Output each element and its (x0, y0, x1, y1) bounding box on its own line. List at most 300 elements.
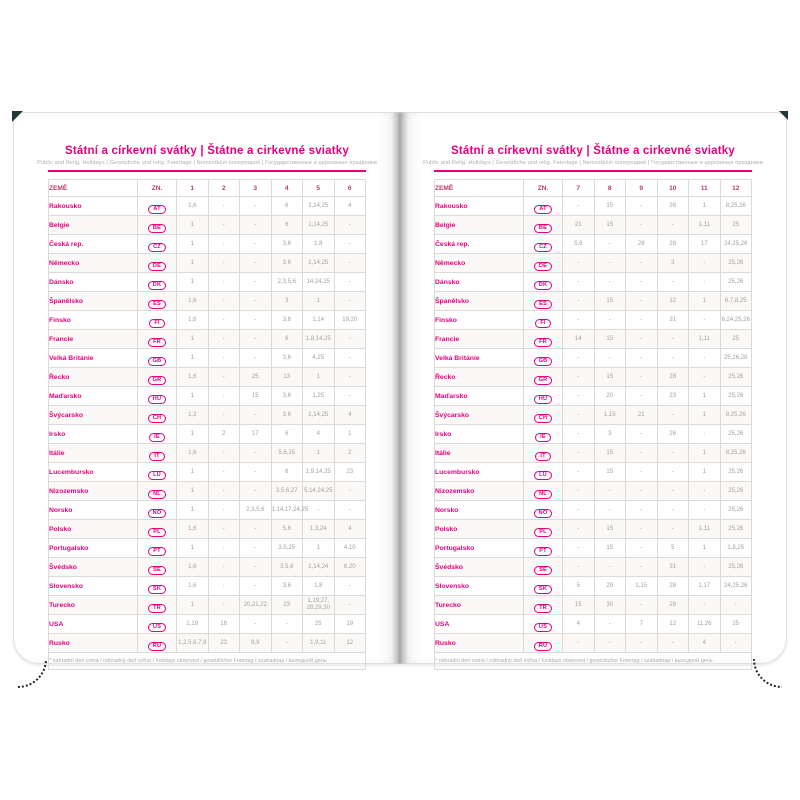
holiday-dates-cell: 3,6 (271, 406, 303, 425)
country-code-cell (138, 463, 177, 482)
table-row (49, 463, 366, 482)
table-row (49, 558, 366, 577)
country-name: USA (49, 615, 138, 634)
holiday-dates-cell: 2,3,5,6 (271, 273, 303, 292)
country-code-cell (524, 482, 563, 501)
footnote-row (435, 653, 752, 670)
holiday-dates-cell: 3 (271, 292, 303, 311)
holiday-dates-cell: - (563, 292, 595, 311)
holiday-dates-cell: 8,25,26 (720, 406, 752, 425)
country-code-cell (524, 292, 563, 311)
header-country: ZEMĚ (435, 180, 524, 197)
country-name: Portugalsko (49, 539, 138, 558)
country-code-badge: CZ (534, 243, 552, 252)
country-code-cell (524, 387, 563, 406)
country-name: Polsko (49, 520, 138, 539)
holiday-dates-cell: - (334, 349, 366, 368)
holiday-dates-cell: - (594, 558, 626, 577)
holiday-dates-cell: 1 (689, 387, 721, 406)
holiday-dates-cell: - (240, 254, 272, 273)
holiday-dates-cell: - (334, 235, 366, 254)
holiday-dates-cell: 25,26 (720, 368, 752, 387)
holiday-dates-cell: - (271, 615, 303, 634)
holiday-dates-cell: - (271, 634, 303, 653)
book-spine-shadow (392, 112, 408, 664)
holiday-dates-cell: 1,8 (303, 577, 335, 596)
holiday-dates-cell: 4 (563, 615, 595, 634)
country-code-badge: CH (148, 414, 166, 423)
holiday-dates-cell: - (208, 330, 240, 349)
holiday-dates-cell: 1 (334, 425, 366, 444)
header-code: ZN. (524, 180, 563, 197)
country-name: Španělsko (49, 292, 138, 311)
holiday-dates-cell: - (334, 596, 366, 615)
holiday-dates-cell: - (208, 558, 240, 577)
holiday-dates-cell: 1,6 (177, 558, 209, 577)
country-name: Nizozemsko (49, 482, 138, 501)
country-name: Maďarsko (435, 387, 524, 406)
holiday-dates-cell: 25 (720, 216, 752, 235)
holiday-dates-cell: - (334, 482, 366, 501)
title-rule (434, 170, 752, 172)
holiday-dates-cell: - (208, 501, 240, 520)
country-code-badge: PL (148, 528, 166, 537)
country-name: Rakousko (435, 197, 524, 216)
holiday-dates-cell: - (334, 292, 366, 311)
holiday-dates-cell: 25 (720, 330, 752, 349)
country-name: USA (435, 615, 524, 634)
holiday-dates-cell: 8,9 (240, 634, 272, 653)
holiday-dates-cell: 4 (303, 425, 335, 444)
diary-open-spread (13, 112, 787, 664)
country-code-cell (138, 634, 177, 653)
country-code-cell (138, 425, 177, 444)
header-code: ZN. (138, 180, 177, 197)
holiday-dates-cell: 1 (689, 539, 721, 558)
country-code-cell (524, 577, 563, 596)
holiday-dates-cell: 1,15 (626, 577, 658, 596)
holiday-dates-cell: - (240, 349, 272, 368)
holiday-dates-cell: - (626, 292, 658, 311)
country-code-badge: TR (534, 604, 552, 613)
country-code-badge: SK (534, 585, 552, 594)
holiday-dates-cell: 1,14,24 (303, 558, 335, 577)
country-code-cell (138, 235, 177, 254)
holiday-dates-cell: - (240, 311, 272, 330)
country-code-cell (138, 539, 177, 558)
holiday-dates-cell: 11,26 (689, 615, 721, 634)
holiday-dates-cell: - (208, 254, 240, 273)
country-name: Norsko (49, 501, 138, 520)
footnote-row (49, 653, 366, 670)
holiday-dates-cell: - (594, 482, 626, 501)
holiday-dates-cell: 19,20 (334, 311, 366, 330)
holiday-dates-cell: - (563, 463, 595, 482)
holiday-dates-cell: 31 (657, 558, 689, 577)
holiday-dates-cell: - (240, 539, 272, 558)
holiday-dates-cell: 16 (208, 615, 240, 634)
holiday-dates-cell: 1 (177, 463, 209, 482)
holiday-dates-cell: - (594, 634, 626, 653)
holiday-dates-cell: - (563, 197, 595, 216)
country-code-badge: PL (534, 528, 552, 537)
country-code-cell (138, 577, 177, 596)
holiday-dates-cell: - (563, 444, 595, 463)
holiday-dates-cell: 1,6 (177, 292, 209, 311)
country-name: Švýcarsko (49, 406, 138, 425)
holiday-dates-cell: - (240, 482, 272, 501)
holiday-dates-cell: 14 (563, 330, 595, 349)
holiday-dates-cell: - (626, 311, 658, 330)
country-code-badge: DE (148, 262, 166, 271)
holiday-dates-cell: 3,6 (271, 387, 303, 406)
country-name: Turecko (435, 596, 524, 615)
table-row (435, 292, 752, 311)
holiday-dates-cell: - (626, 349, 658, 368)
holiday-dates-cell: - (240, 558, 272, 577)
country-code-badge: FI (149, 319, 164, 328)
country-code-cell (138, 482, 177, 501)
holidays-table-left (48, 179, 366, 670)
holiday-dates-cell: 3,5,6 (271, 558, 303, 577)
holiday-dates-cell: - (240, 615, 272, 634)
country-code-cell (524, 330, 563, 349)
holiday-dates-cell: - (334, 273, 366, 292)
holiday-dates-cell: 5,6 (563, 235, 595, 254)
country-code-cell (524, 596, 563, 615)
holiday-dates-cell: 6 (271, 330, 303, 349)
holiday-dates-cell: - (563, 406, 595, 425)
country-name: Švédsko (435, 558, 524, 577)
holiday-dates-cell: 1 (177, 425, 209, 444)
holiday-dates-cell: 15 (594, 463, 626, 482)
page-right (400, 112, 787, 664)
holiday-dates-cell: - (563, 273, 595, 292)
holiday-dates-cell: 25,26 (720, 558, 752, 577)
table-row (435, 577, 752, 596)
holiday-dates-cell: 3 (594, 425, 626, 444)
country-name: Dánsko (435, 273, 524, 292)
holiday-dates-cell: 17 (689, 235, 721, 254)
country-name: Lucembursko (435, 463, 524, 482)
holiday-dates-cell: 20,21,22 (240, 596, 272, 615)
country-code-cell (524, 216, 563, 235)
holiday-dates-cell: - (563, 387, 595, 406)
country-code-badge: PT (534, 547, 552, 556)
holiday-dates-cell: - (689, 349, 721, 368)
holiday-dates-cell: 28 (657, 368, 689, 387)
country-name: Maďarsko (49, 387, 138, 406)
holiday-dates-cell: 23 (657, 387, 689, 406)
country-code-cell (524, 634, 563, 653)
holiday-dates-cell: 1,14,25 (303, 197, 335, 216)
holiday-dates-cell: 24,25,26 (720, 577, 752, 596)
country-code-badge: GB (534, 357, 553, 366)
holiday-dates-cell: 12 (657, 615, 689, 634)
country-code-cell (524, 406, 563, 425)
table-row (435, 425, 752, 444)
country-code-cell (524, 197, 563, 216)
holiday-dates-cell: 1,14,25 (303, 406, 335, 425)
holiday-dates-cell: - (303, 501, 335, 520)
holiday-dates-cell: 25,26 (720, 387, 752, 406)
country-code-badge: IT (535, 452, 550, 461)
holiday-dates-cell: 1 (177, 330, 209, 349)
holiday-dates-cell: 12 (657, 292, 689, 311)
country-code-cell (138, 216, 177, 235)
holiday-dates-cell: 2 (208, 425, 240, 444)
holiday-dates-cell: - (208, 292, 240, 311)
holiday-dates-cell: - (626, 273, 658, 292)
country-code-badge: GR (534, 376, 553, 385)
holiday-dates-cell: - (208, 197, 240, 216)
holiday-dates-cell: 15 (594, 520, 626, 539)
header-country: ZEMĚ (49, 180, 138, 197)
holiday-dates-cell: 1 (303, 292, 335, 311)
holiday-dates-cell: 8,25,26 (720, 197, 752, 216)
holiday-dates-cell: - (240, 197, 272, 216)
holiday-dates-cell: 25,26 (720, 520, 752, 539)
holiday-dates-cell: 1 (177, 254, 209, 273)
holiday-dates-cell: - (657, 216, 689, 235)
holiday-dates-cell: 1 (177, 596, 209, 615)
holiday-dates-cell: 1 (689, 444, 721, 463)
holiday-dates-cell: 1 (303, 539, 335, 558)
holiday-dates-cell: - (208, 235, 240, 254)
holiday-dates-cell: 4 (689, 634, 721, 653)
country-name: Irsko (435, 425, 524, 444)
holiday-dates-cell: 23 (334, 463, 366, 482)
country-code-cell (524, 311, 563, 330)
holiday-dates-cell: 3,5,25 (271, 539, 303, 558)
holiday-dates-cell: - (594, 501, 626, 520)
country-code-cell (138, 406, 177, 425)
holiday-dates-cell: - (334, 577, 366, 596)
page-title: Státní a církevní svátky | Štátne a cirkevné sviatky (450, 145, 736, 157)
holiday-dates-cell: - (594, 349, 626, 368)
holiday-dates-cell: 15 (240, 387, 272, 406)
holiday-dates-cell: - (657, 444, 689, 463)
holiday-dates-cell: 3 (657, 254, 689, 273)
holiday-dates-cell: - (657, 349, 689, 368)
country-name: Irsko (49, 425, 138, 444)
holiday-dates-cell: 1,14,17,24,25 (271, 501, 303, 520)
header-month: 5 (303, 180, 335, 197)
holiday-dates-cell: - (689, 425, 721, 444)
holiday-dates-cell: - (626, 216, 658, 235)
holiday-dates-cell: 28 (657, 235, 689, 254)
table-row (49, 444, 366, 463)
holiday-dates-cell: - (626, 387, 658, 406)
holiday-dates-cell: 28 (626, 235, 658, 254)
holiday-dates-cell: 30 (594, 596, 626, 615)
holiday-dates-cell: 4,10 (334, 539, 366, 558)
country-code-cell (524, 425, 563, 444)
country-name: Belgie (435, 216, 524, 235)
table-row (49, 615, 366, 634)
holiday-dates-cell: - (689, 501, 721, 520)
holiday-dates-cell: 1 (303, 444, 335, 463)
holiday-dates-cell: 1 (177, 235, 209, 254)
cover-corner-icon (779, 111, 788, 120)
holiday-dates-cell: 31 (657, 311, 689, 330)
country-code-badge: HU (148, 395, 166, 404)
table-row (49, 596, 366, 615)
holiday-dates-cell: 1 (689, 463, 721, 482)
country-code-cell (524, 273, 563, 292)
holiday-dates-cell: 15 (594, 216, 626, 235)
holiday-dates-cell: 26 (657, 425, 689, 444)
holiday-dates-cell: 1,8,14,25 (303, 330, 335, 349)
holiday-dates-cell: 6 (271, 216, 303, 235)
header-month: 2 (208, 180, 240, 197)
holiday-dates-cell: 3,5,6,27 (271, 482, 303, 501)
country-name: Velká Británie (435, 349, 524, 368)
country-code-badge: TR (148, 604, 166, 613)
country-code-badge: LU (534, 471, 552, 480)
country-code-badge: LU (148, 471, 166, 480)
holiday-dates-cell: - (240, 577, 272, 596)
header-month: 8 (594, 180, 626, 197)
holiday-dates-cell: - (657, 406, 689, 425)
country-name: Nizozemsko (435, 482, 524, 501)
holiday-dates-cell: 1 (177, 273, 209, 292)
country-name: Norsko (435, 501, 524, 520)
country-code-cell (138, 349, 177, 368)
holiday-dates-cell: 1 (177, 539, 209, 558)
holiday-dates-cell: 15 (563, 596, 595, 615)
holiday-dates-cell: 1 (177, 387, 209, 406)
holiday-dates-cell: 25 (720, 615, 752, 634)
holiday-dates-cell: 15 (594, 330, 626, 349)
header-row (49, 180, 366, 197)
holiday-dates-cell: 1 (177, 349, 209, 368)
holiday-dates-cell: - (626, 330, 658, 349)
header-month: 6 (334, 180, 366, 197)
holiday-dates-cell: - (334, 216, 366, 235)
holiday-dates-cell: 21 (563, 216, 595, 235)
holiday-dates-cell: 2,3,5,6 (240, 501, 272, 520)
country-code-badge: NL (148, 490, 166, 499)
holiday-dates-cell: - (626, 501, 658, 520)
holiday-dates-cell: - (208, 520, 240, 539)
country-code-badge: DK (534, 281, 552, 290)
header-month: 7 (563, 180, 595, 197)
table-row (435, 406, 752, 425)
holiday-dates-cell: 6,24,25,26 (720, 311, 752, 330)
holiday-dates-cell: 21 (626, 406, 658, 425)
country-code-cell (524, 558, 563, 577)
country-code-cell (524, 539, 563, 558)
holiday-dates-cell: 15 (594, 539, 626, 558)
holiday-dates-cell: - (563, 254, 595, 273)
holiday-dates-cell: - (626, 444, 658, 463)
holiday-dates-cell: 24,25,26 (720, 235, 752, 254)
country-code-cell (524, 368, 563, 387)
country-code-badge: AT (534, 205, 551, 214)
holiday-dates-cell: 5 (563, 577, 595, 596)
holiday-dates-cell: - (240, 406, 272, 425)
country-name: Polsko (435, 520, 524, 539)
holiday-dates-cell: 3,6 (271, 577, 303, 596)
country-code-badge: GR (148, 376, 167, 385)
table-row (435, 444, 752, 463)
holiday-dates-cell: 25,26 (720, 501, 752, 520)
table-row (49, 349, 366, 368)
table-row (49, 273, 366, 292)
holiday-dates-cell: - (657, 273, 689, 292)
holiday-dates-cell: - (208, 596, 240, 615)
holiday-dates-cell: - (563, 311, 595, 330)
table-row (49, 254, 366, 273)
table-row (435, 615, 752, 634)
holiday-dates-cell: 4 (334, 406, 366, 425)
holiday-dates-cell: 3,6 (271, 349, 303, 368)
holiday-dates-cell: - (240, 444, 272, 463)
holiday-dates-cell: - (626, 482, 658, 501)
country-name: Belgie (49, 216, 138, 235)
holiday-dates-cell: 1 (177, 501, 209, 520)
holiday-dates-cell: 5,6,25 (271, 444, 303, 463)
holiday-dates-cell: - (594, 311, 626, 330)
holiday-dates-cell: 25,26 (720, 463, 752, 482)
holiday-dates-cell: 1,15 (594, 406, 626, 425)
holiday-dates-cell: 1,6 (177, 311, 209, 330)
country-code-cell (524, 254, 563, 273)
header-month: 9 (626, 180, 658, 197)
table-row (435, 596, 752, 615)
holiday-dates-cell: - (657, 463, 689, 482)
table-row (49, 330, 366, 349)
holiday-dates-cell: 1 (689, 292, 721, 311)
country-code-badge: ES (534, 300, 552, 309)
country-code-cell (138, 444, 177, 463)
table-row (435, 482, 752, 501)
table-row (49, 311, 366, 330)
holiday-dates-cell: - (334, 368, 366, 387)
country-name: Česká rep. (49, 235, 138, 254)
holiday-dates-cell: - (208, 463, 240, 482)
country-code-badge: NL (534, 490, 552, 499)
country-name: Německo (49, 254, 138, 273)
table-row (435, 330, 752, 349)
holiday-dates-cell: - (240, 330, 272, 349)
holiday-dates-cell: - (626, 634, 658, 653)
holiday-dates-cell: - (594, 235, 626, 254)
table-row (49, 292, 366, 311)
country-code-badge: NO (534, 509, 553, 518)
country-code-cell (138, 254, 177, 273)
country-code-badge: SE (148, 566, 166, 575)
country-name: Portugalsko (435, 539, 524, 558)
holiday-dates-cell: 6,7,8,25 (720, 292, 752, 311)
holiday-dates-cell: - (626, 254, 658, 273)
table-row (49, 216, 366, 235)
holiday-dates-cell: 1,19 (177, 615, 209, 634)
table-row (435, 463, 752, 482)
holiday-dates-cell: - (689, 368, 721, 387)
holiday-dates-cell: - (563, 520, 595, 539)
country-code-badge: US (148, 623, 166, 632)
holiday-dates-cell: 1,9,14,25 (303, 463, 335, 482)
country-code-badge: PT (148, 547, 166, 556)
holiday-dates-cell: 1 (689, 197, 721, 216)
country-code-badge: SK (148, 585, 166, 594)
title-rule (48, 170, 366, 172)
holiday-dates-cell: - (657, 501, 689, 520)
holiday-dates-cell: - (563, 634, 595, 653)
holiday-dates-cell: - (626, 596, 658, 615)
